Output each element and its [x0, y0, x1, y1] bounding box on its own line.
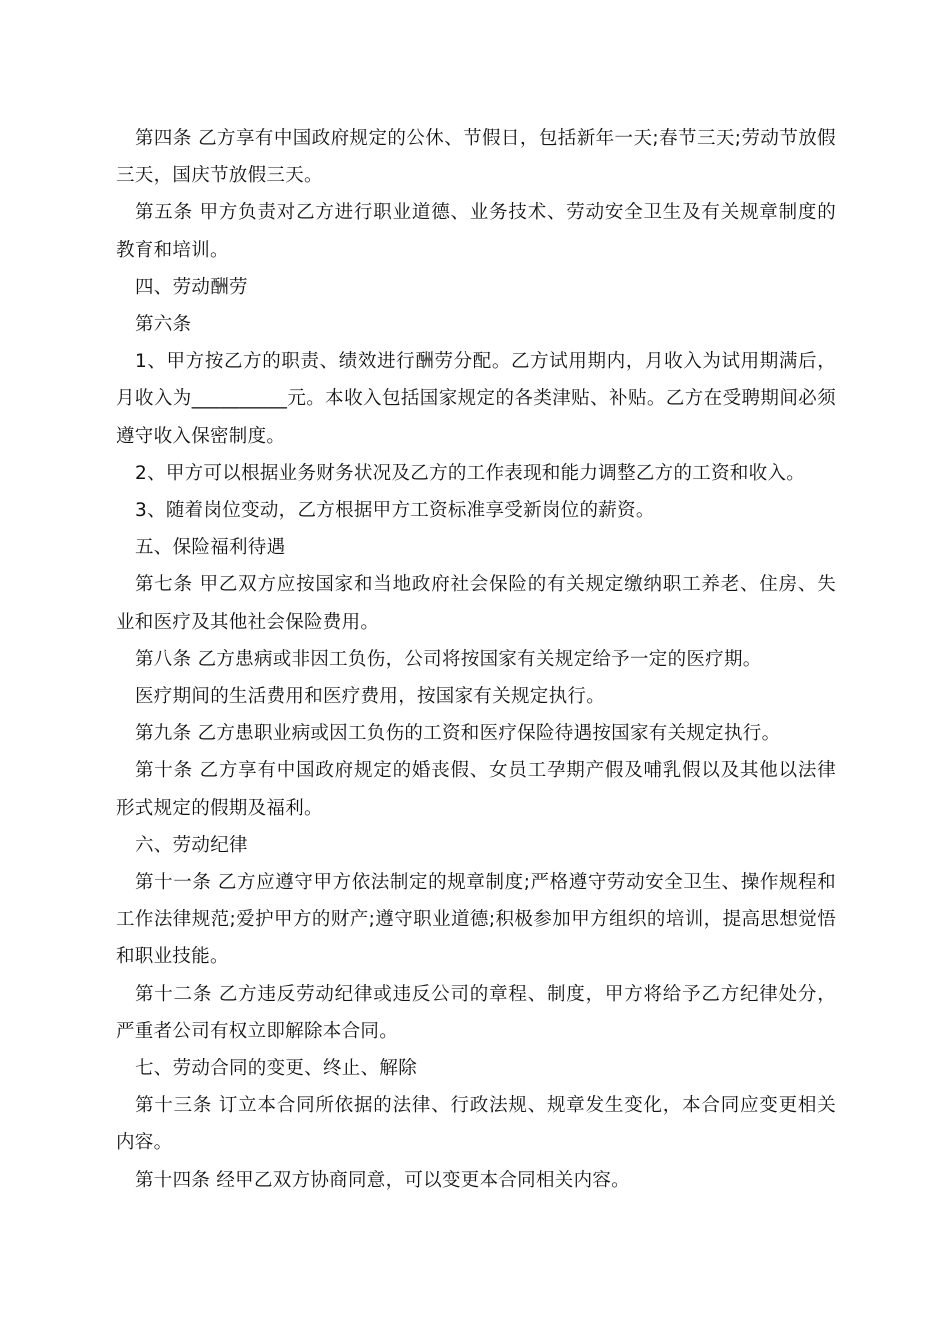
section-heading-contract-changes: 七、劳动合同的变更、终止、解除	[135, 1058, 418, 1080]
article-8-continued: 医疗期间的生活费用和医疗费用，按国家有关规定执行。	[135, 686, 606, 708]
section-heading-discipline: 六、劳动纪律	[135, 834, 248, 856]
article-4: 第四条 乙方享有中国政府规定的公休、节假日，包括新年一天;春节三天;劳动节放假三天，国庆节放假三天。	[116, 128, 836, 187]
article-10: 第十条 乙方享有中国政府规定的婚丧假、女员工孕期产假及哺乳假以及其他以法律形式规定的假期及福利。	[116, 760, 836, 819]
section-heading-remuneration: 四、劳动酬劳	[135, 276, 248, 298]
article-12: 第十二条 乙方违反劳动纪律或违反公司的章程、制度，甲方将给予乙方纪律处分，严重者公司有权立即解除本合同。	[116, 983, 836, 1042]
article-9: 第九条 乙方患职业病或因工负伤的工资和医疗保险待遇按国家有关规定执行。	[135, 723, 781, 745]
article-14: 第十四条 经甲乙双方协商同意，可以变更本合同相关内容。	[135, 1169, 630, 1191]
article-6-clause-3: 3、随着岗位变动，乙方根据甲方工资标准享受新岗位的薪资。	[135, 500, 655, 522]
article-11: 第十一条 乙方应遵守甲方依法制定的规章制度;严格遵守劳动安全卫生、操作规程和工作法律规范;爱护甲方的财产;遵守职业道德;积极参加甲方组织的培训，提高思想觉悟和职业技能。	[116, 872, 836, 968]
article-6-clause-1: 1、甲方按乙方的职责、绩效进行酬劳分配。乙方试用期内，月收入为试用期满后，月收入为__________元。本收入包括国家规定的各类津贴、补贴。乙方在受聘期间必须遵守收入保密制度。	[116, 351, 836, 447]
article-6-heading: 第六条	[135, 314, 192, 336]
article-13: 第十三条 订立本合同所依据的法律、行政法规、规章发生变化，本合同应变更相关内容。	[116, 1095, 836, 1154]
article-7: 第七条 甲乙双方应按国家和当地政府社会保险的有关规定缴纳职工养老、住房、失业和医疗及其他社会保险费用。	[116, 574, 836, 633]
section-heading-insurance: 五、保险福利待遇	[135, 537, 286, 559]
article-6-clause-2: 2、甲方可以根据业务财务状况及乙方的工作表现和能力调整乙方的工资和收入。	[135, 462, 806, 484]
article-5: 第五条 甲方负责对乙方进行职业道德、业务技术、劳动安全卫生及有关规章制度的教育和培训。	[116, 202, 836, 261]
document-body	[116, 120, 836, 1199]
article-8: 第八条 乙方患病或非因工负伤，公司将按国家有关规定给予一定的医疗期。	[135, 648, 762, 670]
